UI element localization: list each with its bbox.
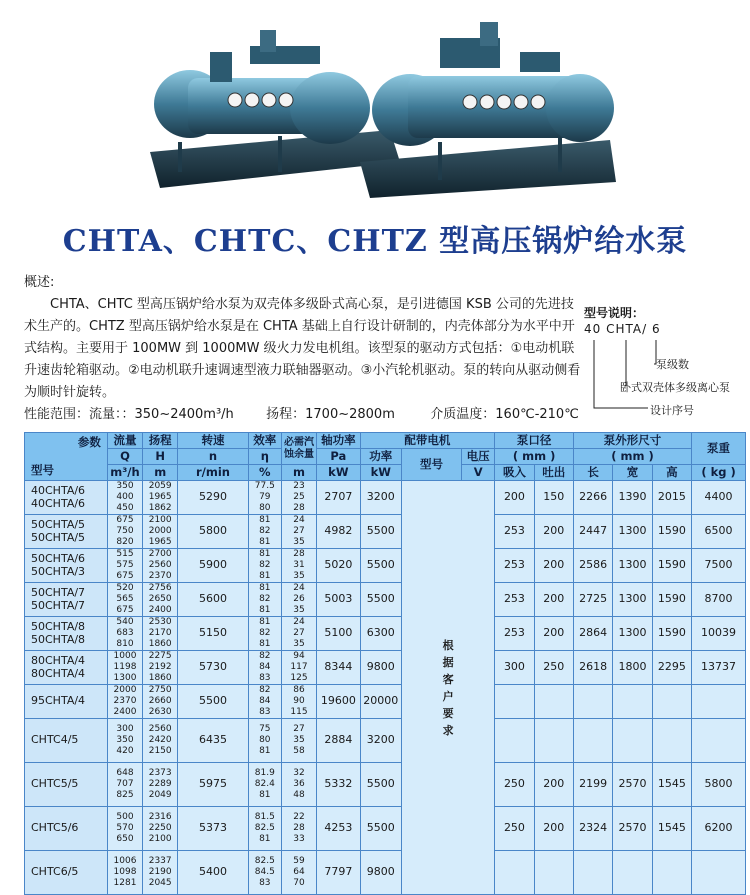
cell-model: CHTC5/6 — [25, 807, 108, 851]
cell-npsh: 32 36 48 — [281, 763, 316, 807]
cell-speed: 5500 — [178, 685, 248, 719]
cell-port-in: 253 — [495, 549, 534, 583]
header-shaft-unit: kW — [317, 465, 361, 481]
header-motor-volt-unit: V — [462, 465, 495, 481]
cell-weight: 6200 — [692, 807, 746, 851]
cell-port-in — [495, 685, 534, 719]
header-flow-unit: m³/h — [107, 465, 142, 481]
cell-weight: 4400 — [692, 481, 746, 515]
header-motor-volt: 电压 — [462, 449, 495, 465]
cell-motor-power: 9800 — [360, 851, 401, 895]
cell-port-out — [534, 719, 573, 763]
header-dim-h: 高 — [652, 465, 691, 481]
cell-motor-power: 6300 — [360, 617, 401, 651]
header-shaft: 轴功率 — [317, 433, 361, 449]
table-row — [25, 651, 746, 685]
cell-shaft: 4982 — [317, 515, 361, 549]
cell-motor-power: 5500 — [360, 807, 401, 851]
cell-port-in — [495, 851, 534, 895]
type-label: 卧式双壳体多级离心泵 — [620, 381, 730, 394]
cell-motor-note: 根 据 客 户 要 求 — [402, 481, 495, 895]
cell-dim-w — [613, 685, 652, 719]
cell-dim-w: 1300 — [613, 617, 652, 651]
cell-head: 2750 2660 2630 — [143, 685, 178, 719]
cell-head: 2337 2190 2045 — [143, 851, 178, 895]
cell-dim-h — [652, 851, 691, 895]
cell-port-in: 250 — [495, 763, 534, 807]
cell-head: 2700 2560 2370 — [143, 549, 178, 583]
cell-flow: 520 565 675 — [107, 583, 142, 617]
cell-eff: 75 80 81 — [248, 719, 281, 763]
header-shaft-sym: Pa — [317, 449, 361, 465]
cell-weight: 7500 — [692, 549, 746, 583]
cell-model: 50CHTA/8 50CHTA/8 — [25, 617, 108, 651]
cell-dim-h — [652, 685, 691, 719]
cell-port-out: 200 — [534, 549, 573, 583]
cell-flow: 350 400 450 — [107, 481, 142, 515]
header-dim-w: 宽 — [613, 465, 652, 481]
cell-model: CHTC6/5 — [25, 851, 108, 895]
cell-speed: 5975 — [178, 763, 248, 807]
cell-shaft: 2707 — [317, 481, 361, 515]
cell-speed: 5400 — [178, 851, 248, 895]
cell-npsh: 59 64 70 — [281, 851, 316, 895]
cell-eff: 81 82 81 — [248, 617, 281, 651]
cell-dim-h — [652, 719, 691, 763]
serial-label: 设计序号 — [650, 404, 694, 417]
table-row — [25, 549, 746, 583]
header-npsh: 必需汽蚀余量 — [281, 433, 316, 465]
cell-motor-power: 5500 — [360, 515, 401, 549]
header-flow-sym: Q — [107, 449, 142, 465]
header-port-in: 吸入 — [495, 465, 534, 481]
page-title: CHTA、CHTC、CHTZ 型高压锅炉给水泵 — [62, 224, 688, 259]
cell-shaft: 5003 — [317, 583, 361, 617]
cell-shaft: 19600 — [317, 685, 361, 719]
header-speed-sym: n — [178, 449, 248, 465]
cell-dim-w: 1300 — [613, 515, 652, 549]
cell-dim-h: 1545 — [652, 807, 691, 851]
cell-npsh: 24 27 35 — [281, 617, 316, 651]
cell-dim-l: 2586 — [573, 549, 612, 583]
cell-port-out: 200 — [534, 763, 573, 807]
cell-dim-l: 2864 — [573, 617, 612, 651]
cell-port-in: 200 — [495, 481, 534, 515]
stages-label: 泵级数 — [656, 358, 689, 371]
cell-port-in — [495, 719, 534, 763]
cell-motor-power: 5500 — [360, 583, 401, 617]
spec-table — [24, 432, 746, 895]
cell-shaft: 2884 — [317, 719, 361, 763]
cell-eff: 81 82 81 — [248, 549, 281, 583]
overview-section — [24, 272, 584, 404]
header-speed-unit: r/min — [178, 465, 248, 481]
table-row — [25, 583, 746, 617]
cell-dim-w — [613, 719, 652, 763]
cell-shaft: 5332 — [317, 763, 361, 807]
cell-weight: 5800 — [692, 763, 746, 807]
cell-head: 2275 2192 1860 — [143, 651, 178, 685]
header-motor-power: 功率 — [360, 449, 401, 465]
cell-weight — [692, 851, 746, 895]
cell-eff: 82.5 84.5 83 — [248, 851, 281, 895]
cell-npsh: 27 35 58 — [281, 719, 316, 763]
cell-model: 50CHTA/7 50CHTA/7 — [25, 583, 108, 617]
cell-weight — [692, 719, 746, 763]
cell-eff: 81.5 82.5 81 — [248, 807, 281, 851]
cell-dim-l — [573, 685, 612, 719]
cell-speed: 6435 — [178, 719, 248, 763]
cell-motor-power: 9800 — [360, 651, 401, 685]
model-explanation-heading: 型号说明： — [584, 306, 645, 320]
cell-model: 80CHTA/4 80CHTA/4 — [25, 651, 108, 685]
cell-npsh: 28 31 35 — [281, 549, 316, 583]
cell-flow: 2000 2370 2400 — [107, 685, 142, 719]
cell-port-out: 200 — [534, 617, 573, 651]
cell-model: CHTC4/5 — [25, 719, 108, 763]
cell-eff: 82 84 83 — [248, 651, 281, 685]
cell-port-in: 253 — [495, 583, 534, 617]
cell-speed: 5600 — [178, 583, 248, 617]
cell-weight: 10039 — [692, 617, 746, 651]
cell-port-out: 200 — [534, 807, 573, 851]
cell-speed: 5373 — [178, 807, 248, 851]
cell-speed: 5150 — [178, 617, 248, 651]
cell-flow: 1000 1198 1300 — [107, 651, 142, 685]
cell-port-out — [534, 851, 573, 895]
cell-dim-h: 2295 — [652, 651, 691, 685]
cell-flow: 540 683 810 — [107, 617, 142, 651]
overview-paragraph: CHTA、CHTC 型高压锅炉给水泵为双壳体多级卧式高心泵，是引进德国 KSB 公司的先进技术生产的。CHTZ 型高压锅炉给水泵是在 CHTA 基础上自行设计研制的，内壳体部分为水平中开式结构。主要用于 100MW 到 1000MW 级火力发电机组。该型泵的驱动方式包括：①电动机联升速齿轮箱驱动。②电动机联升速调速型液力联轴器驱动。③小汽轮机驱动。泵的转向从驱动侧看为顺时针旋转。 — [24, 297, 581, 400]
cell-head: 2530 2170 1860 — [143, 617, 178, 651]
cell-port-out: 200 — [534, 583, 573, 617]
cell-eff: 81 82 81 — [248, 515, 281, 549]
cell-dim-h: 1545 — [652, 763, 691, 807]
cell-speed: 5900 — [178, 549, 248, 583]
cell-head: 2756 2650 2400 — [143, 583, 178, 617]
header-port: 泵口径 — [495, 433, 574, 449]
header-eff-unit: % — [248, 465, 281, 481]
cell-motor-power: 3200 — [360, 481, 401, 515]
cell-port-out: 250 — [534, 651, 573, 685]
cell-eff: 82 84 83 — [248, 685, 281, 719]
table-row — [25, 685, 746, 719]
cell-dim-h: 1590 — [652, 549, 691, 583]
performance-range — [24, 403, 744, 422]
cell-model: 50CHTA/6 50CHTA/3 — [25, 549, 108, 583]
cell-dim-h: 1590 — [652, 617, 691, 651]
cell-head: 2373 2289 2049 — [143, 763, 178, 807]
cell-port-out: 200 — [534, 515, 573, 549]
header-npsh-unit: m — [281, 465, 316, 481]
cell-model: CHTC5/5 — [25, 763, 108, 807]
cell-shaft: 5020 — [317, 549, 361, 583]
header-port-out: 吐出 — [534, 465, 573, 481]
cell-eff: 77.5 79 80 — [248, 481, 281, 515]
cell-head: 2100 2000 1965 — [143, 515, 178, 549]
cell-weight — [692, 685, 746, 719]
cell-weight: 8700 — [692, 583, 746, 617]
table-row — [25, 515, 746, 549]
cell-shaft: 7797 — [317, 851, 361, 895]
cell-dim-w: 1390 — [613, 481, 652, 515]
header-motor-power-unit: kW — [360, 465, 401, 481]
header-head-unit: m — [143, 465, 178, 481]
cell-port-in: 253 — [495, 617, 534, 651]
header-port-unit: ( mm ) — [495, 449, 574, 465]
header-motor-model: 型号 — [402, 449, 462, 481]
table-row — [25, 719, 746, 763]
cell-dim-w: 1800 — [613, 651, 652, 685]
cell-motor-power: 3200 — [360, 719, 401, 763]
head-range: 扬程：1700~2800m — [266, 407, 395, 422]
cell-dim-l: 2266 — [573, 481, 612, 515]
table-row — [25, 763, 746, 807]
cell-head: 2059 1965 1862 — [143, 481, 178, 515]
cell-npsh: 23 25 28 — [281, 481, 316, 515]
cell-dim-l: 2199 — [573, 763, 612, 807]
cell-dim-w — [613, 851, 652, 895]
cell-dim-l: 2725 — [573, 583, 612, 617]
cell-shaft: 5100 — [317, 617, 361, 651]
cell-dim-h: 1590 — [652, 583, 691, 617]
overview-heading: 概述: — [24, 275, 55, 290]
flow-range: 性能范围：流量：：350~2400m³/h — [24, 407, 234, 422]
header-weight: 泵重 — [692, 433, 746, 465]
cell-flow: 1006 1098 1281 — [107, 851, 142, 895]
cell-flow: 500 570 650 — [107, 807, 142, 851]
cell-shaft: 8344 — [317, 651, 361, 685]
cell-npsh: 94 117 125 — [281, 651, 316, 685]
header-speed: 转速 — [178, 433, 248, 449]
table-row — [25, 851, 746, 895]
table-row — [25, 807, 746, 851]
cell-flow: 515 575 675 — [107, 549, 142, 583]
header-diagonal-cell: 参数 型号 — [25, 433, 108, 481]
cell-weight: 6500 — [692, 515, 746, 549]
cell-dim-w: 1300 — [613, 549, 652, 583]
cell-npsh: 24 26 35 — [281, 583, 316, 617]
temperature-range: 介质温度：160℃-210℃ — [430, 407, 579, 422]
cell-port-in: 250 — [495, 807, 534, 851]
header-weight-unit: ( kg ) — [692, 465, 746, 481]
cell-flow: 675 750 820 — [107, 515, 142, 549]
cell-npsh: 86 90 115 — [281, 685, 316, 719]
cell-npsh: 24 27 35 — [281, 515, 316, 549]
cell-dim-h: 2015 — [652, 481, 691, 515]
cell-dim-w: 2570 — [613, 763, 652, 807]
cell-dim-h: 1590 — [652, 515, 691, 549]
cell-dim-l: 2324 — [573, 807, 612, 851]
cell-model: 95CHTA/4 — [25, 685, 108, 719]
table-row — [25, 617, 746, 651]
header-eff: 效率 — [248, 433, 281, 449]
cell-flow: 300 350 420 — [107, 719, 142, 763]
cell-speed: 5290 — [178, 481, 248, 515]
header-flow: 流量 — [107, 433, 142, 449]
header-motor: 配带电机 — [360, 433, 495, 449]
cell-motor-power: 20000 — [360, 685, 401, 719]
model-code: 40 CHTA/ 6 — [584, 322, 661, 336]
cell-dim-l — [573, 719, 612, 763]
cell-motor-power: 5500 — [360, 549, 401, 583]
cell-model: 40CHTA/6 40CHTA/6 — [25, 481, 108, 515]
cell-dim-w: 2570 — [613, 807, 652, 851]
header-dims: 泵外形尺寸 — [573, 433, 691, 449]
cell-head: 2560 2420 2150 — [143, 719, 178, 763]
table-row — [25, 481, 746, 515]
pump-photo — [140, 12, 620, 204]
header-head-sym: H — [143, 449, 178, 465]
cell-motor-power: 5500 — [360, 763, 401, 807]
cell-npsh: 22 28 33 — [281, 807, 316, 851]
cell-eff: 81 82 81 — [248, 583, 281, 617]
cell-model: 50CHTA/5 50CHTA/5 — [25, 515, 108, 549]
cell-head: 2316 2250 2100 — [143, 807, 178, 851]
cell-port-in: 253 — [495, 515, 534, 549]
cell-flow: 648 707 825 — [107, 763, 142, 807]
cell-dim-l: 2447 — [573, 515, 612, 549]
header-dim-l: 长 — [573, 465, 612, 481]
cell-port-out: 150 — [534, 481, 573, 515]
cell-port-in: 300 — [495, 651, 534, 685]
header-eff-sym: η — [248, 449, 281, 465]
cell-eff: 81.9 82.4 81 — [248, 763, 281, 807]
cell-speed: 5800 — [178, 515, 248, 549]
cell-dim-l: 2618 — [573, 651, 612, 685]
header-head: 扬程 — [143, 433, 178, 449]
cell-speed: 5730 — [178, 651, 248, 685]
cell-dim-w: 1300 — [613, 583, 652, 617]
cell-weight: 13737 — [692, 651, 746, 685]
cell-shaft: 4253 — [317, 807, 361, 851]
header-dims-unit: ( mm ) — [573, 449, 691, 465]
cell-dim-l — [573, 851, 612, 895]
cell-port-out — [534, 685, 573, 719]
